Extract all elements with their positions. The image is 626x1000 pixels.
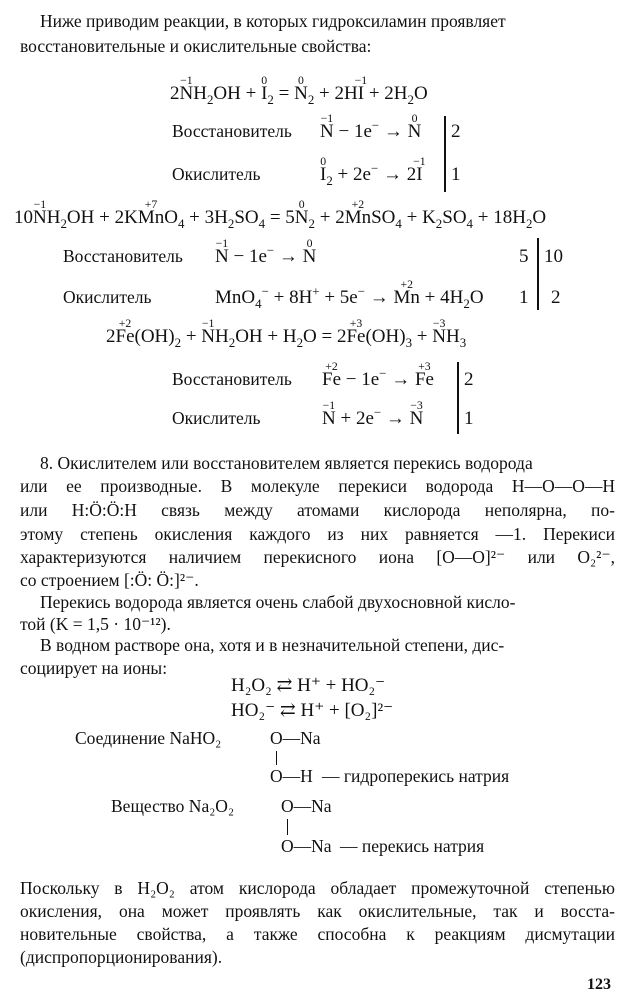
dissociation-equation: HO₂⁻ ⇄ H⁺ + [O₂]²⁻ xyxy=(231,700,394,721)
text-line: (диспропорционирования). xyxy=(20,947,223,967)
text-line: Ниже приводим реакции, в которых гидроксиламин проявляет xyxy=(40,11,506,31)
equation-3: 2Fe +2 $(OH)_2 + N$ −1 $H_2OH + H_2O = 2Fe$ +3 $(OH)_3 + N$ −3 $H_3$ xyxy=(106,316,467,350)
half-reaction-reducer-1: N −1 − 1e− → N 0 xyxy=(320,111,422,142)
structure-bond: O—Na xyxy=(270,728,321,748)
structure-bond-line xyxy=(287,819,288,835)
balance-divider xyxy=(457,362,459,434)
text-line: характеризуются наличием перекисного иона [O—O]²⁻ или O₂²⁻, xyxy=(20,547,615,567)
text-line: В водном растворе она, хотя и в незначительной степени, дис- xyxy=(40,635,505,655)
half-reaction-oxidizer-1: I 0 $_2$ + 2e− → 2I −1 xyxy=(320,154,426,188)
balance-divider xyxy=(537,238,539,310)
compound-description: — гидроперекись натрия xyxy=(322,766,510,786)
balance-factor: 5 xyxy=(519,246,529,267)
dissociation-equation: H₂O₂ ⇄ H⁺ + HO₂⁻ xyxy=(231,675,386,696)
text-line: Поскольку в H₂O₂ атом кислорода обладает промежуточной степенью xyxy=(20,878,615,898)
compound-label: Вещество Na₂O₂ xyxy=(111,796,235,816)
text-line: 8. Окислителем или восстановителем является перекись водорода xyxy=(40,453,533,473)
page-number: 123 xyxy=(587,976,611,993)
half-reaction-oxidizer-3: N −1 + 2e− → N −3 xyxy=(322,398,424,429)
balance-lcm: 2 xyxy=(551,287,561,308)
text-line: со строением [:Ö: Ö:]²⁻. xyxy=(20,570,199,590)
reducer-label: Восстановитель xyxy=(172,369,292,389)
oxidizer-label: Окислитель xyxy=(172,408,261,428)
half-reaction-reducer-3: Fe +2 − 1e− → Fe +3 xyxy=(322,359,434,390)
text-line: этому степень окисления каждого из них равняется —1. Перекиси xyxy=(20,524,615,544)
text-line: восстановительные и окислительные свойства: xyxy=(20,36,372,56)
half-reaction-oxidizer-2: MnO$_4$− + 8H+ + 5e− → Mn +2 + $4H_2O$ xyxy=(215,277,484,311)
text-line: социирует на ионы: xyxy=(20,658,168,678)
balance-factor: 2 xyxy=(451,121,461,142)
text-line: новительные свойства, а также способна к реакциям дисмутации xyxy=(20,924,615,944)
text-line: окисления, она может проявлять как окислительные, так и восста- xyxy=(20,901,615,921)
compound-label: Соединение NaHO₂ xyxy=(75,728,222,748)
text-line: Перекись водорода является очень слабой двухосновной кисло- xyxy=(40,592,516,612)
balance-factor: 1 xyxy=(451,164,461,185)
equation-1: 2N −1 $H_2OH + I$ 0 $_2$ = N 0 $_2$ + 2HI −1 + $2H_2O$ xyxy=(170,73,428,107)
text-line: или H:Ö:Ö:H связь между атомами кислорода неполярна, по- xyxy=(20,500,615,520)
balance-factor: 1 xyxy=(519,287,529,308)
equation-2: 10N −1 $H_2OH + 2KMn$ +7 $O_4 + 3H_2SO_4 = 5N$ 0 $_2$ + 2Mn +2 $SO_4 + K_2SO_4 + 18H_2O$ xyxy=(14,197,547,231)
text-line: той (K = 1,5 · 10⁻¹²). xyxy=(20,614,171,634)
structure-bond: O—Na xyxy=(281,836,332,856)
compound-description: — перекись натрия xyxy=(340,836,485,856)
half-reaction-reducer-2: N −1 − 1e− → N 0 xyxy=(215,236,317,267)
balance-factor: 2 xyxy=(464,369,474,390)
structure-bond: O—Na xyxy=(281,796,332,816)
oxidizer-label: Окислитель xyxy=(172,164,261,184)
balance-lcm: 10 xyxy=(544,246,563,267)
structure-bond: O—H xyxy=(270,766,313,786)
oxidizer-label: Окислитель xyxy=(63,287,152,307)
reducer-label: Восстановитель xyxy=(172,121,292,141)
balance-factor: 1 xyxy=(464,408,474,429)
structure-bond-line xyxy=(276,751,277,765)
reducer-label: Восстановитель xyxy=(63,246,183,266)
balance-divider xyxy=(444,116,446,192)
text-line: или ее производные. В молекуле перекиси водорода H—O—O—H xyxy=(20,476,615,496)
